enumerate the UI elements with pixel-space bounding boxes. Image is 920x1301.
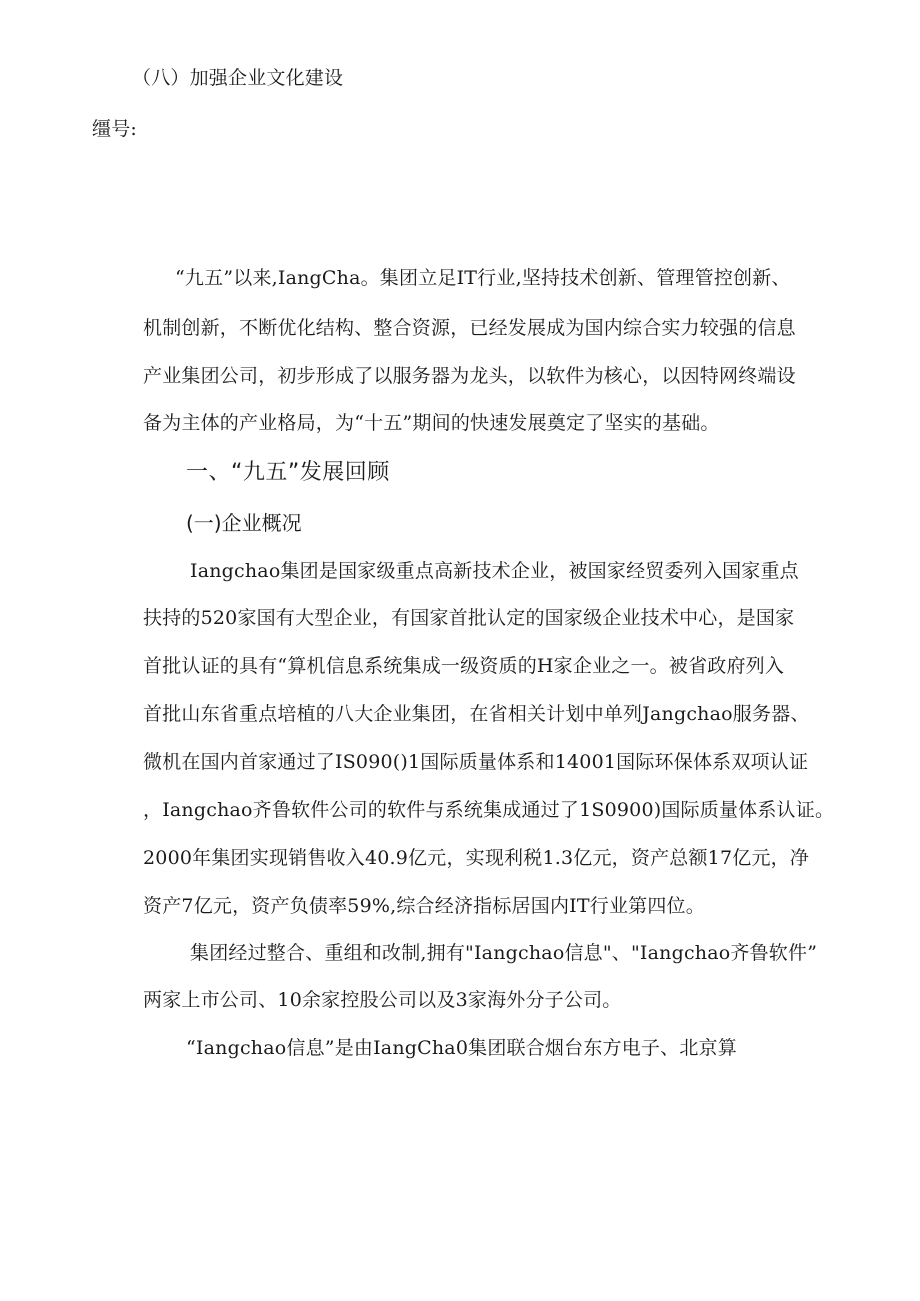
para1-line-1: Iangchao集团是国家级重点高新技术企业，被国家经贸委列入国家重点 — [190, 560, 799, 582]
subsection-title: (一)企业概况 — [186, 511, 302, 535]
para1-line-7: 2000年集团实现销售收入40.9亿元，实现利税1.3亿元，资产总额17亿元，净 — [143, 847, 810, 869]
intro-line-1: “九五”以来,IangCha。集团立足IT行业,坚持技术创新、管理管控创新、 — [175, 267, 791, 289]
intro-line-3: 产业集团公司，初步形成了以服务器为龙头，以软件为核心，以因特网终端设 — [143, 365, 796, 387]
section-title-eight: （八）加强企业文化建设 — [132, 67, 344, 89]
number-label: 缰号: — [92, 118, 138, 140]
intro-line-2: 机制创新，不断优化结构、整合资源，已经发展成为国内综合实力较强的信息 — [143, 317, 796, 339]
section1-title: 一、“九五”发展回顾 — [186, 460, 390, 485]
para1-line-6: ，Iangchao齐鲁软件公司的软件与系统集成通过了1S0900)国际质量体系认证。 — [143, 799, 835, 821]
para1-line-3: 首批认证的具有“算机信息系统集成一级资质的H家企业之一。被省政府列入 — [143, 655, 785, 677]
para1-line-2: 扶持的520家国有大型企业，有国家首批认定的国家级企业技术中心，是国家 — [143, 607, 795, 629]
para2-line-1: 集团经过整合、重组和改制,拥有"Iangchao信息"、"Iangchao齐鲁软件” — [190, 942, 818, 964]
para3-line-1: “Iangchao信息”是由IangCha0集团联合烟台东方电子、北京算 — [186, 1037, 737, 1059]
para1-line-4: 首批山东省重点培植的八大企业集团，在省相关计划中单列Jangchao服务器、 — [143, 703, 810, 725]
intro-line-4: 备为主体的产业格局，为“十五”期间的快速发展奠定了坚实的基础。 — [143, 412, 720, 434]
para2-line-2: 两家上市公司、10余家控股公司以及3家海外分子公司。 — [143, 989, 622, 1011]
para1-line-8: 资产7亿元，资产负债率59%,综合经济指标居国内IT行业第四位。 — [143, 895, 705, 917]
para1-line-5: 微机在国内首家通过了IS090()1国际质量体系和14001国际环保体系双项认证 — [143, 751, 809, 773]
